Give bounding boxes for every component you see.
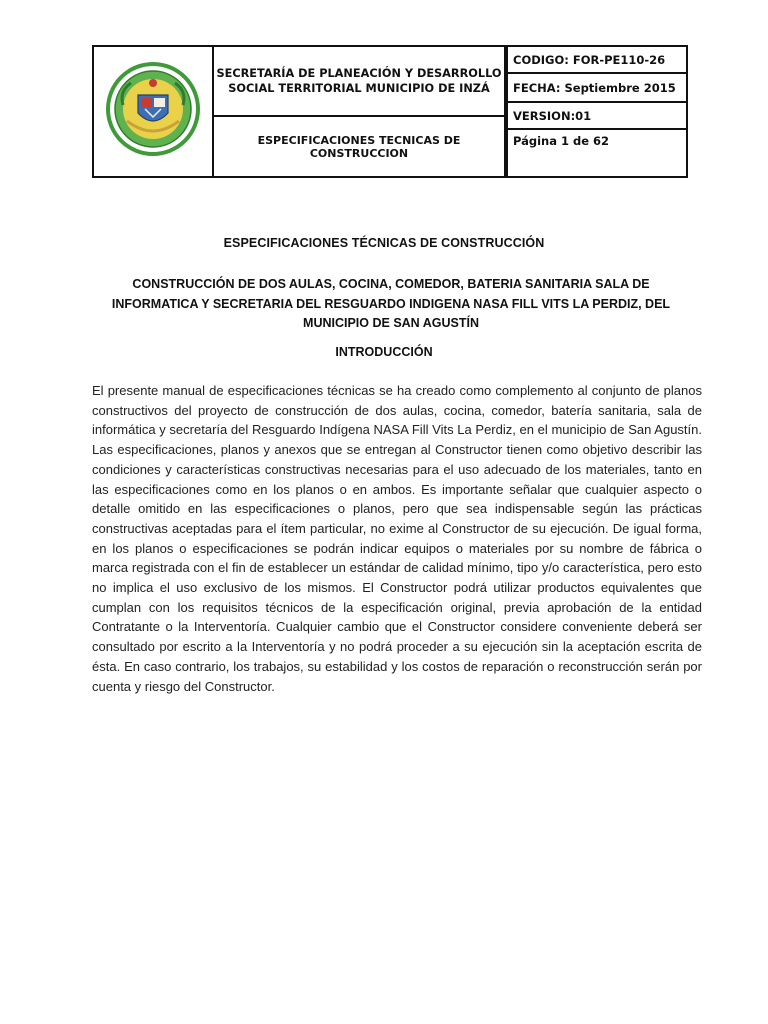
logo-cell [94, 47, 214, 176]
document-type: ESPECIFICACIONES TECNICAS DE CONSTRUCCION [214, 117, 506, 176]
project-title: CONSTRUCCIÓN DE DOS AULAS, COCINA, COMEDOR, BATERIA SANITARIA SALA DE INFORMATICA Y SECRETARIA DEL RESGUARDO INDIGENA NASA FILL VITS LA PERDIZ, DEL MUNICIPIO DE SAN AGUSTÍN [111, 277, 671, 330]
page-number-field: Página 1 de 62 [513, 134, 610, 148]
version-field: VERSION:01 [508, 103, 686, 130]
code-field: CODIGO: FOR-PE110-26 [508, 47, 686, 74]
intro-paragraph: El presente manual de especificaciones técnicas se ha creado como complemento al conjunto de planos constructivos del proyecto de construcción de dos aulas, cocina, comedor, batería sanitaria, sala de informática y secretaría del Resguardo Indígena NASA Fill Vits La Perdiz, en el municipio de San Agustín. Las especificaciones, planos y anexos que se entregan al Constructor tienen como objetivo describir las condiciones y características constructivas necesarias para el uso adecuado de los materiales, tanto en las especificaciones como en los planos o en ambos. Es importante señalar que cualquier aspecto o detalle omitido en las especificaciones o planos, pero que sea indispensable según las prácticas constructivas aceptadas para el ítem particular, no exime al Constructor de su ejecución. De igual forma, en los planos o especificaciones se podrán indicar equipos o materiales por su nombre de fábrica o marca registrada con el fin de establecer un estándar de calidad mínimo, tipo y/o característica, pero esto no implica el uso exclusivo de los mismos. El Constructor podrá utilizar productos equivalentes que cumplan con los requisitos técnicos de la especificación original, previa aprobación de la entidad Contratante o la Interventoría. Cualquier cambio que el Constructor considere conveniente deberá ser consultado por escrito a la Interventoría y no podrá proceder a su ejecución sin la aceptación escrita de ésta. En caso contrario, los trabajos, su estabilidad y los costos de reparación o reconstrucción serán por cuenta y riesgo del Constructor. [92, 383, 702, 694]
header-meta [508, 47, 686, 176]
municipal-seal-icon [105, 61, 201, 162]
document-title: ESPECIFICACIONES TÉCNICAS DE CONSTRUCCIÓN [223, 236, 545, 250]
date-field: FECHA: Septiembre 2015 [508, 74, 686, 103]
institution-name: SECRETARÍA DE PLANEACIÓN Y DESARROLLO SOCIAL TERRITORIAL MUNICIPIO DE INZÁ [214, 47, 506, 117]
section-heading: INTRODUCCIÓN [335, 345, 433, 359]
document-header-table [92, 45, 688, 178]
